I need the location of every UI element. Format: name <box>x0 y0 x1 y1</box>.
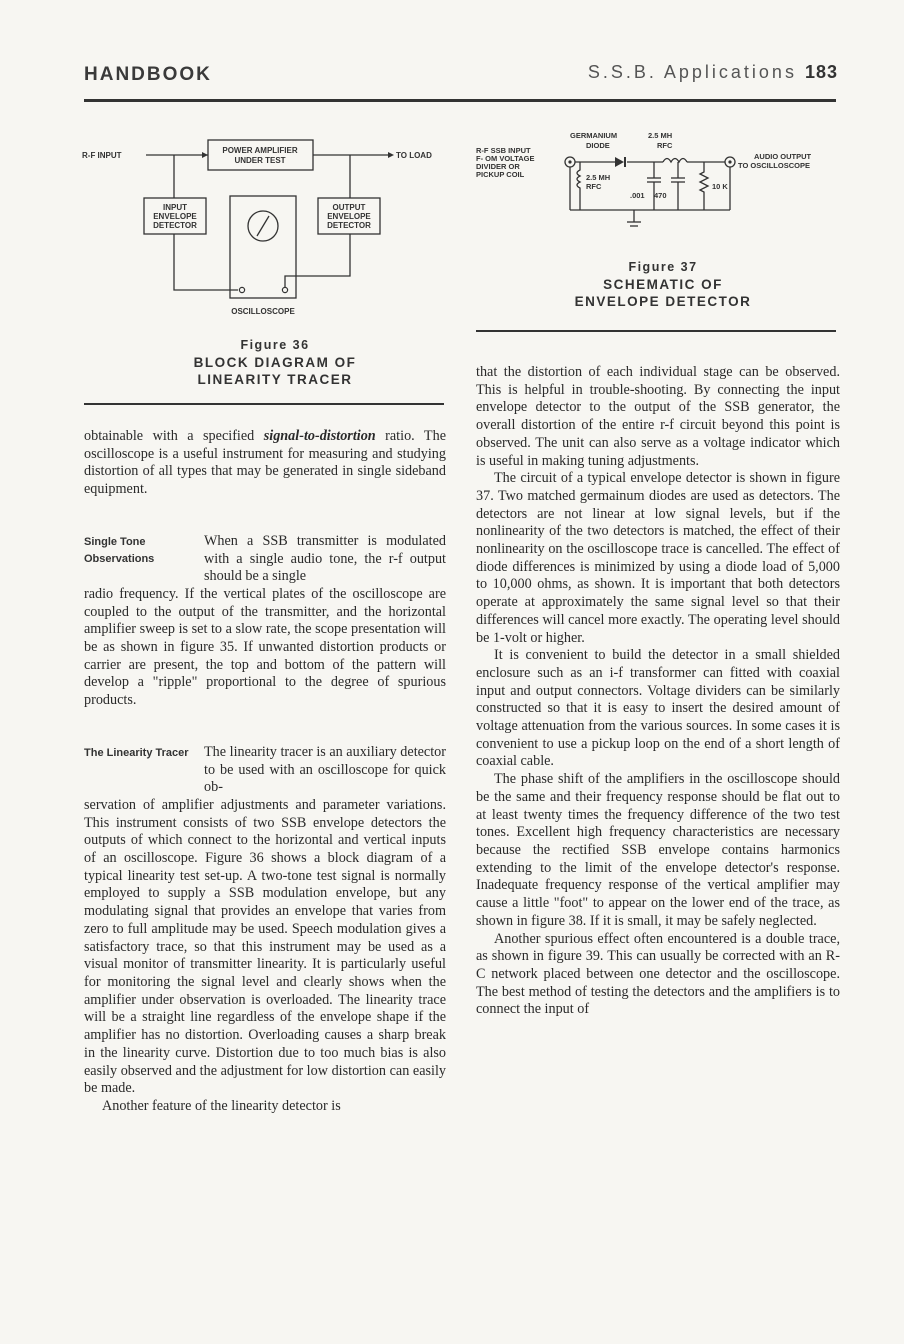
header-rule <box>84 99 836 102</box>
fig37-cap2: 470 <box>654 191 667 200</box>
figure-37-title-1: SCHEMATIC OF <box>603 277 723 292</box>
running-head: HANDBOOK <box>84 64 212 85</box>
figure-36-rule <box>84 403 444 405</box>
fig37-diode: DIODE <box>586 141 610 150</box>
figure-36-caption <box>180 338 370 388</box>
right-paragraph-4: The phase shift of the amplifiers in the oscilloscope should be the same and their frequency response should be flat out to at least twenty times the frequency difference of the two test tones. Excellent high frequency characteristics are necessary because the rectified SSB envelope contains harmonics extending to the limit of the envelope detector's response. Inadequate frequency response of the vertical amplifier may cause a little "foot" to appear on the lower end of the trace, as shown in figure 38. If it is small, it may be safely neglected. <box>476 771 840 929</box>
fig36-rf-input: R-F INPUT <box>82 151 122 160</box>
fig36-in-env-3: DETECTOR <box>153 221 197 230</box>
p1-post: ratio. The oscilloscope is a useful instrument for measuring and studying distortion of all types that may be generated in single sideband equipment. <box>84 428 446 498</box>
page-number: 183 <box>804 62 838 82</box>
fig37-input-1: R-F SSB INPUT <box>476 146 531 155</box>
right-paragraph-1: that the distortion of each individual stage can be observed. This is helpful in trouble-shooting. By connecting the input envelope detector to the output of the SSB generator, the overall distortion of the entire r-f circuit beyond this point is observed. The unit can also serve as a voltage indicator which is useful in making tuning adjustments. <box>476 364 840 469</box>
figure-37-rule <box>476 330 836 332</box>
figure-37-title-2: ENVELOPE DETECTOR <box>574 294 752 309</box>
left-column <box>84 428 446 1116</box>
fig36-to-load: TO LOAD <box>396 151 432 160</box>
fig37-input-2: F- OM VOLTAGE <box>476 154 535 163</box>
p1-pre: obtainable with a specified <box>84 428 264 444</box>
section-title <box>588 62 838 83</box>
right-paragraph-3: It is convenient to build the detector in a small shielded enclosure such as an i-f transformer can fitted with coaxial input and output connectors. Voltage dividers can be similarly constructed so that it is easy to insert the desired amount of voltage attenuation from the various sources. In some cases it is convenient to use a pickup loop on the end of a short length of coaxial cable. <box>476 647 840 770</box>
figure-37-schematic <box>472 126 844 234</box>
fig37-cap1: .001 <box>630 191 645 200</box>
fig36-pa-line2: UNDER TEST <box>234 156 286 165</box>
left-last-line: Another feature of the linearity detector is <box>102 1097 341 1114</box>
fig37-input-3: DIVIDER OR <box>476 162 520 171</box>
fig36-out-env-3: DETECTOR <box>327 221 371 230</box>
linearity-tracer-section <box>84 744 446 1098</box>
figure-37-caption <box>560 260 766 310</box>
envelope-detector-schematic <box>472 126 844 234</box>
figure-36-number: Figure 36 <box>240 338 310 352</box>
figure-36-diagram <box>80 128 450 323</box>
single-tone-section <box>84 533 446 710</box>
fig36-in-env-2: ENVELOPE <box>153 212 197 221</box>
linearity-tracer-rest: servation of amplifier adjustments and parameter variations. This instrument consists of two SSB envelope detectors the outputs of which connect to the horizontal and vertical inputs of an oscilloscope. Figure 36 shows a block diagram of a typical linearity test set-up. A two-tone test signal is normally employed to supply a SSB modulation envelope, but any modulating signal that provides an envelope that varies from zero to full amplitude may be used. Speech modulation gives a satisfactory trace, so that this instrument may be used as a visual monitor of transmitter linearity. It is particularly useful for monitoring the signal level and clearly shows when the amplifier under observation is overloaded. The linearity trace will be a straight line regardless of the envelope shape if the amplifier has no distortion. Overloading causes a sharp break in the linearity curve. Distortion due to too much bias is also easily observed and the adjustment for low distortion can easily be made. <box>84 796 446 1097</box>
linearity-tracer-heading: The Linearity Tracer <box>84 746 189 759</box>
fig36-in-env-1: INPUT <box>163 203 187 212</box>
fig36-scope: OSCILLOSCOPE <box>231 307 295 316</box>
section-title-text: S.S.B. Applications <box>587 62 797 82</box>
fig37-choke-top-2: RFC <box>657 141 673 150</box>
single-tone-rest: radio frequency. If the vertical plates of the oscilloscope are coupled to the output of the transmitter, and the horizontal amplifier sweep is set to a slow rate, the scope presentation will be as shown in figure 35. If unwanted distortion products or carrier are present, the top and bottom of the pattern will develop a "ripple" proportional to the degree of spurious products. <box>84 585 446 709</box>
single-tone-heading: Single Tone Observations <box>84 535 155 565</box>
fig36-pa-line1: POWER AMPLIFIER <box>222 146 298 155</box>
linearity-tracer-block-diagram <box>80 128 450 323</box>
fig37-output-1: AUDIO OUTPUT <box>754 152 812 161</box>
linearity-tracer-text <box>84 744 446 1098</box>
right-paragraph-5: Another spurious effect often encountered is a double trace, as shown in figure 39. This can usually be corrected with an R-C network placed between one detector and the oscilloscope. The best method of testing the detectors and the amplifiers is to connect the input of <box>476 930 840 1018</box>
fig36-out-env-2: ENVELOPE <box>327 212 371 221</box>
fig37-choke-top-1: 2.5 MH <box>648 131 673 140</box>
fig37-input-4: PICKUP COIL <box>476 170 525 179</box>
left-paragraph-1 <box>84 428 446 499</box>
single-tone-lead: When a SSB transmitter is modulated with a single audio tone, the r-f output should be a single <box>204 532 446 585</box>
figure-37-number: Figure 37 <box>628 260 698 274</box>
fig36-out-env-1: OUTPUT <box>332 203 366 212</box>
signal-to-distortion-term: signal-to-distortion <box>263 428 376 444</box>
fig37-output-2: TO OSCILLOSCOPE <box>738 161 810 170</box>
fig37-choke-left-2: RFC <box>586 182 602 191</box>
linearity-tracer-lead: The linearity tracer is an auxiliary detector to be used with an oscilloscope for quick ob- <box>204 743 446 796</box>
fig37-res: 10 K <box>712 182 728 191</box>
figure-36-title-1: BLOCK DIAGRAM OF <box>193 355 357 370</box>
fig37-choke-left-1: 2.5 MH <box>586 173 611 182</box>
right-paragraph-2: The circuit of a typical envelope detector is shown in figure 37. Two matched germainum diodes are used as detectors. The detectors are not linear at low signal levels, but if the nonlinearity of the two detectors is matched, the effect of their nonlinearity on the oscilloscope trace is cancelled. The effect of diode differences is minimized by using a diode load of 5,000 to 10,000 ohms, as shown. It is important that both detectors operate at approximately the same signal level so that their differences will cancel more exactly. The operating level should be 1-volt or higher. <box>476 470 840 646</box>
fig37-germanium: GERMANIUM <box>570 131 618 140</box>
figure-36-title-2: LINEARITY TRACER <box>197 372 353 387</box>
right-column <box>476 364 840 1019</box>
